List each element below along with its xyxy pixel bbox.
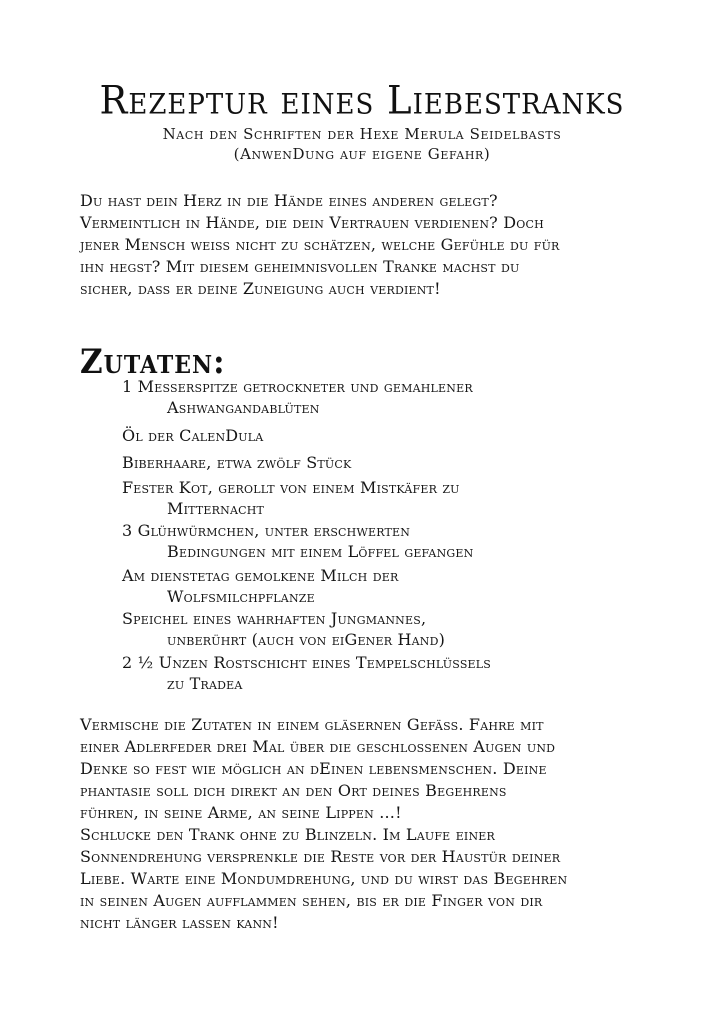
ingredient-continuation: Mitternacht: [167, 499, 265, 518]
ingredient-continuation: zu Tradea: [167, 674, 243, 693]
ingredient-line: Fester Kot, gerollt von einem Mistkäfer zu: [122, 478, 460, 497]
ingredient-continuation: Ashwangandablüten: [167, 398, 320, 417]
instructions-line: Liebe. Warte eine Mondumdrehung, und du wirst das Begehren: [80, 869, 568, 888]
ingredient-item: [122, 425, 263, 446]
ingredient-line: 3 Glühwürmchen, unter erschwerten: [122, 521, 411, 540]
ingredient-line: Biberhaare, etwa zwölf Stück: [122, 453, 352, 472]
page-title: Rezeptur eines Liebestranks: [99, 77, 625, 124]
instructions-line: führen, in seine Arme, an seine Lippen ...!: [80, 803, 402, 822]
instructions-line: Schlucke den Trank ohne zu Blinzeln. Im Laufe einer: [80, 825, 496, 844]
instructions-paragraph: [80, 714, 680, 934]
instructions-line: Vermische die Zutaten in einem gläsernen Gefäss. Fahre mit: [80, 715, 544, 734]
ingredient-line: Am dienstetag gemolkene Milch der: [122, 566, 399, 585]
ingredient-item: [122, 376, 473, 418]
intro-line: jener Mensch weiss nicht zu schätzen, welche Gefühle du für: [80, 235, 560, 254]
ingredient-item: [122, 452, 351, 473]
subtitle-source: Nach den Schriften der Hexe Merula Seidelbasts: [162, 125, 562, 143]
ingredient-continuation: unberührt (auch von eiGener Hand): [167, 630, 446, 649]
ingredient-line: 2 ½ Unzen Rostschicht eines Tempelschlüssels: [122, 653, 492, 672]
ingredient-item: [122, 652, 491, 694]
intro-line: ihn hegst? Mit diesem geheimnisvollen Tranke machst du: [80, 257, 520, 276]
instructions-line: in seinen Augen aufflammen sehen, bis er die Finger von dir: [80, 891, 543, 910]
intro-line: Vermeintlich in Hände, die dein Vertrauen verdienen? Doch: [80, 213, 544, 232]
ingredient-item: [122, 608, 445, 650]
ingredient-line: Speichel eines wahrhaften Jungmannes,: [122, 609, 427, 628]
instructions-line: nicht länger lassen kann!: [80, 913, 279, 932]
intro-paragraph: [80, 190, 680, 300]
intro-line: Du hast dein Herz in die Hände eines anderen gelegt?: [80, 191, 498, 210]
instructions-line: einer Adlerfeder drei Mal über die geschlossenen Augen und: [80, 737, 556, 756]
instructions-line: Denke so fest wie möglich an dEinen lebensmenschen. Deine: [80, 759, 547, 778]
ingredients-heading: Zutaten:: [80, 341, 226, 382]
ingredient-item: [122, 477, 460, 519]
instructions-line: Sonnendrehung versprenkle die Reste vor der Haustür deiner: [80, 847, 561, 866]
ingredient-line: Öl der CalenDula: [122, 426, 264, 445]
ingredient-item: [122, 520, 473, 562]
ingredient-continuation: Wolfsmilchpflanze: [167, 587, 315, 606]
ingredient-item: [122, 565, 398, 607]
intro-line: sicher, dass er deine Zuneigung auch verdient!: [80, 279, 441, 298]
ingredient-continuation: Bedingungen mit einem Löffel gefangen: [167, 542, 474, 561]
instructions-line: phantasie soll dich direkt an den Ort deines Begehrens: [80, 781, 507, 800]
ingredient-line: 1 Messerspitze getrockneter und gemahlener: [122, 377, 473, 396]
subtitle-warning: (AnwenDung auf eigene Gefahr): [233, 145, 491, 163]
